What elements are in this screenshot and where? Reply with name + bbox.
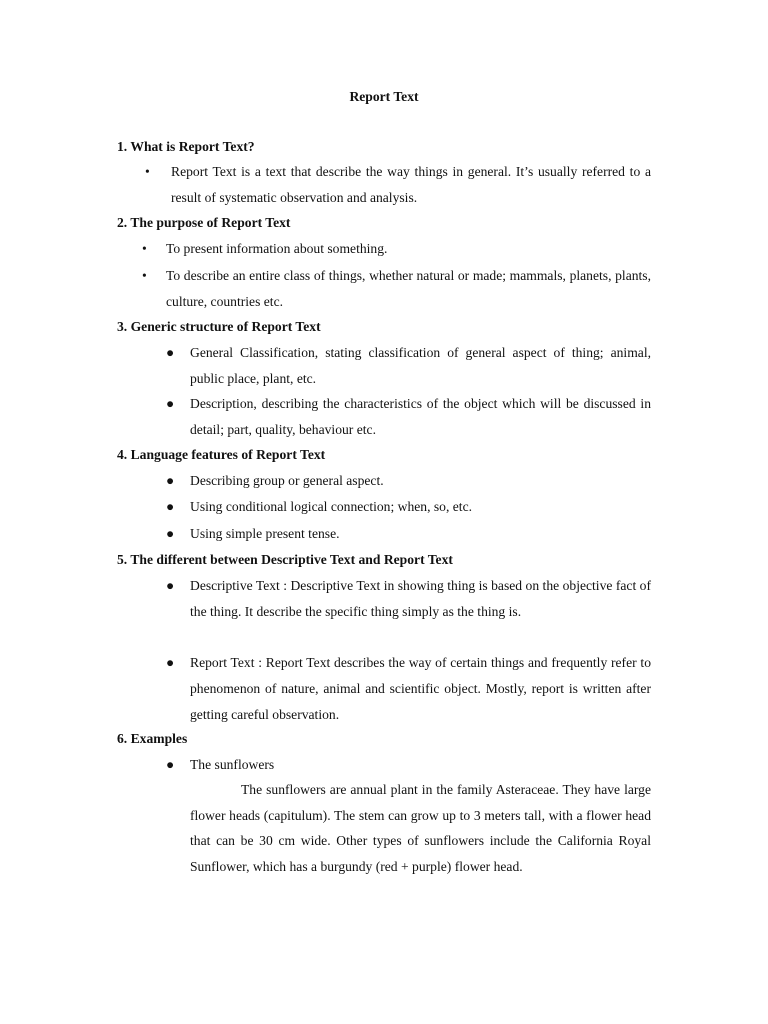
list-item: Descriptive Text : Descriptive Text in showing thing is based on the objective fact of the thing. It describe the specific thing simply as the thing is.: [190, 578, 651, 619]
list-item: Using simple present tense.: [190, 526, 340, 541]
list-item: To present information about something.: [166, 241, 388, 256]
section-heading-difference: 5. The different between Descriptive Text and Report Text: [117, 552, 453, 567]
bullet-icon: ●: [166, 473, 175, 488]
list-item: Description, describing the characteristics of the object which will be discussed in detail; part, quality, behaviour etc.: [190, 396, 651, 437]
list-item: General Classification, stating classification of general aspect of thing; animal, public place, plant, etc.: [190, 345, 651, 386]
bullet-icon: •: [145, 164, 150, 179]
section-heading-what-is: 1. What is Report Text?: [117, 139, 255, 154]
section-heading-generic-structure: 3. Generic structure of Report Text: [117, 319, 321, 334]
bullet-icon: ●: [166, 526, 175, 541]
example-paragraph: The sunflowers are annual plant in the family Asteraceae. They have large flower heads (capitulum). The stem can grow up to 3 meters tall, with a flower head that can be 30 cm wide. Other types of sunflowers include the California Royal Sunflower, which has a burgundy (red + purple) flower head.: [190, 782, 651, 874]
list-item: The sunflowers: [190, 757, 275, 772]
list-item: Describing group or general aspect.: [190, 473, 384, 488]
bullet-icon: •: [142, 268, 147, 283]
section-heading-purpose: 2. The purpose of Report Text: [117, 215, 291, 230]
list-item: To describe an entire class of things, whether natural or made; mammals, planets, plants, culture, countries etc.: [166, 268, 651, 309]
bullet-icon: ●: [166, 345, 175, 360]
bullet-icon: ●: [166, 499, 175, 514]
list-item: Using conditional logical connection; when, so, etc.: [190, 499, 473, 514]
list-item: Report Text : Report Text describes the way of certain things and frequently refer to phenomenon of nature, animal and scientific object. Mostly, report is written after getting careful observation.: [190, 655, 651, 722]
bullet-icon: ●: [166, 396, 175, 411]
bullet-icon: ●: [166, 757, 175, 772]
bullet-icon: ●: [166, 655, 175, 670]
list-item: Report Text is a text that describe the way things in general. It’s usually referred to a result of systematic observation and analysis.: [171, 164, 651, 205]
bullet-icon: ●: [166, 578, 175, 593]
bullet-icon: •: [142, 241, 147, 256]
section-heading-examples: 6. Examples: [117, 731, 188, 746]
page-title: Report Text: [349, 89, 419, 104]
section-heading-language-features: 4. Language features of Report Text: [117, 447, 326, 462]
